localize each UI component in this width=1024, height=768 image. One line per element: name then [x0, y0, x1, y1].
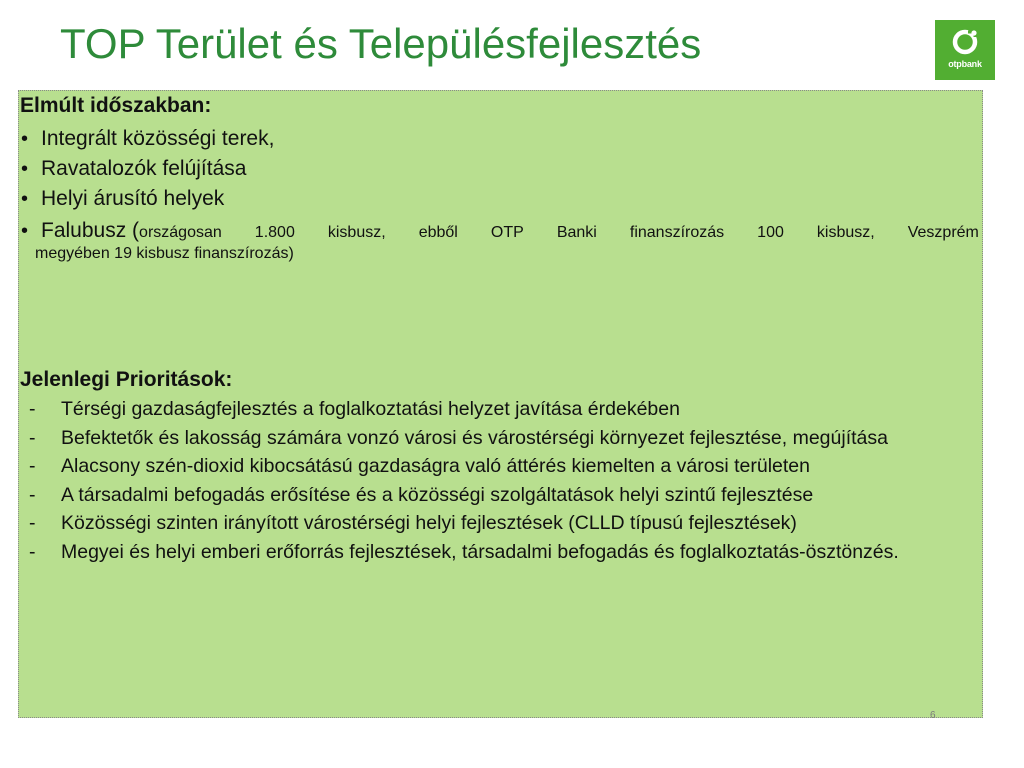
bullet-icon: •: [21, 188, 29, 210]
otp-logo-icon: [935, 20, 995, 80]
list-item: [27, 481, 982, 510]
list-item-text: Ravatalozók felújítása: [41, 157, 247, 180]
list-item-text: Helyi árusító helyek: [41, 187, 225, 210]
falubusz-first-line: [21, 219, 979, 243]
falubusz-word: Banki: [556, 224, 597, 241]
falubusz-lead-text: Falubusz (: [41, 219, 140, 242]
falubusz-word: ebből: [418, 224, 458, 241]
list-item: [27, 509, 982, 538]
bullet-icon: •: [21, 220, 29, 242]
falubusz-continuation: megyében 19 kisbusz finanszírozás): [35, 245, 294, 262]
dash-icon: -: [29, 426, 36, 449]
falubusz-word: Veszprém: [907, 224, 979, 241]
falubusz-word: kisbusz,: [816, 224, 875, 241]
content-panel: [18, 90, 983, 718]
list-item: [27, 452, 982, 481]
logo-text: otpbank: [948, 59, 982, 69]
falubusz-word: országosan: [139, 224, 222, 241]
falubusz-word: finanszírozás: [629, 224, 725, 241]
list-item: [21, 187, 224, 211]
current-heading: Jelenlegi Prioritások:: [20, 368, 233, 391]
past-heading: Elmúlt időszakban:: [20, 94, 212, 117]
list-item-text: Befektetők és lakosság számára vonzó városi és várostérségi környezet fejlesztése, megújítása: [61, 426, 888, 449]
falubusz-word: 100: [757, 224, 784, 241]
priority-list: [27, 395, 982, 566]
list-item-falubusz: [21, 219, 979, 263]
list-item: [21, 157, 246, 181]
list-item-text: Térségi gazdaságfejlesztés a foglalkoztatási helyzet javítása érdekében: [61, 398, 680, 420]
dash-icon: -: [29, 540, 36, 563]
dash-icon: -: [29, 483, 36, 506]
list-item-text: Alacsony szén-dioxid kibocsátású gazdaságra való áttérés kiemelten a városi területen: [61, 455, 810, 477]
falubusz-word: OTP: [490, 224, 524, 241]
dash-icon: -: [29, 512, 36, 534]
list-item: [27, 395, 982, 424]
bullet-icon: •: [21, 158, 29, 180]
bullet-icon: •: [21, 128, 29, 150]
dash-icon: -: [29, 398, 36, 420]
list-item-text: Integrált közösségi terek,: [41, 127, 275, 150]
list-item: [27, 538, 982, 567]
list-item-text: A társadalmi befogadás erősítése és a közösségi szolgáltatások helyi szintű fejlesztése: [61, 483, 814, 506]
slide-title: TOP Terület és Településfejlesztés: [60, 20, 702, 67]
page-number: 6: [930, 710, 936, 721]
list-item-text: Közösségi szinten irányított várostérségi helyi fejlesztések (CLLD típusú fejlesztések): [61, 512, 797, 534]
falubusz-lead: [21, 219, 222, 243]
falubusz-word: 1.800: [254, 224, 295, 241]
list-item: [27, 424, 982, 453]
otp-bank-logo: [935, 20, 995, 80]
list-item-text: Megyei és helyi emberi erőforrás fejlesztések, társadalmi befogadás és foglalkoztatás-ösztönzés.: [61, 540, 899, 563]
list-item: [21, 127, 274, 151]
falubusz-word: kisbusz,: [327, 224, 386, 241]
dash-icon: -: [29, 455, 36, 477]
